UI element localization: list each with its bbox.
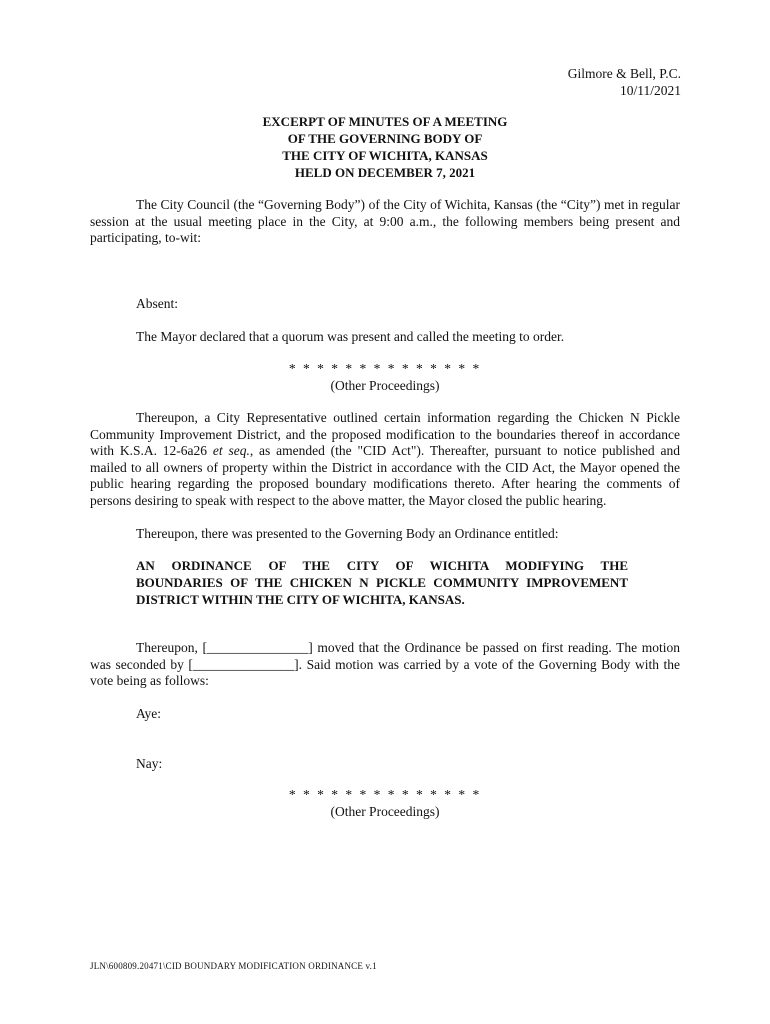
header-date: 10/11/2021 <box>619 83 681 98</box>
footer-doc-reference: JLN\600809.20471\CID BOUNDARY MODIFICATION ORDINANCE v.1 <box>90 961 377 971</box>
separator-stars-2: * * * * * * * * * * * * * * <box>288 787 482 802</box>
firm-name: Gilmore & Bell, P.C. <box>567 66 681 81</box>
hearing-paragraph <box>90 410 680 509</box>
ordinance-line-1: AN ORDINANCE OF THE CITY OF WICHITA MODIFYING THE <box>136 558 628 573</box>
title-line-3: THE CITY OF WICHITA, KANSAS <box>282 148 488 163</box>
intro-paragraph: The City Council (the “Governing Body”) of the City of Wichita, Kansas (the “City”) met in regular session at the usual meeting place in the City, at 9:00 a.m., the following members being present and participating, to-wit: <box>90 197 680 245</box>
title-line-4: HELD ON DECEMBER 7, 2021 <box>294 165 476 180</box>
motion-paragraph: Thereupon, [_______________] moved that the Ordinance be passed on first reading. The motion was seconded by [_______________]. Said motion was carried by a vote of the Governing Body with the vote being as follows: <box>90 640 680 688</box>
document-title <box>90 114 680 182</box>
other-proceedings-1: (Other Proceedings) <box>330 378 440 393</box>
absent-label: Absent: <box>136 296 178 311</box>
title-line-2: OF THE GOVERNING BODY OF <box>287 131 483 146</box>
ordinance-line-2: BOUNDARIES OF THE CHICKEN N PICKLE COMMUNITY IMPROVEMENT <box>136 575 628 590</box>
hearing-text-start: Thereupon, a City Representative outlined certain information regarding the Chicken N Pickle Community Improvement District, and the proposed modification to the boundaries thereof in accordance with K.S.A. 12-6a26 <box>90 410 680 458</box>
nay-label: Nay: <box>136 756 163 771</box>
firm-header <box>568 66 681 100</box>
hearing-text-italic: et seq. <box>212 443 250 458</box>
title-line-1: EXCERPT OF MINUTES OF A MEETING <box>262 114 508 129</box>
aye-label: Aye: <box>136 706 162 721</box>
ordinance-title <box>136 558 628 609</box>
separator-stars-1: * * * * * * * * * * * * * * <box>288 361 482 376</box>
quorum-statement: The Mayor declared that a quorum was present and called the meeting to order. <box>136 329 565 344</box>
other-proceedings-2: (Other Proceedings) <box>330 804 440 819</box>
ordinance-line-3: DISTRICT WITHIN THE CITY OF WICHITA, KANSAS. <box>136 592 465 607</box>
hearing-text-end: , as amended (the "CID Act"). Thereafter, pursuant to notice published and mailed to all owners of property within the District in accordance with the CID Act, the Mayor opened the public hearing regarding the proposed boundary modifications thereto. After hearing the comments of persons desiring to speak with respect to the above matter, the Mayor closed the public hearing. <box>90 443 680 508</box>
presented-statement: Thereupon, there was presented to the Governing Body an Ordinance entitled: <box>136 526 559 541</box>
